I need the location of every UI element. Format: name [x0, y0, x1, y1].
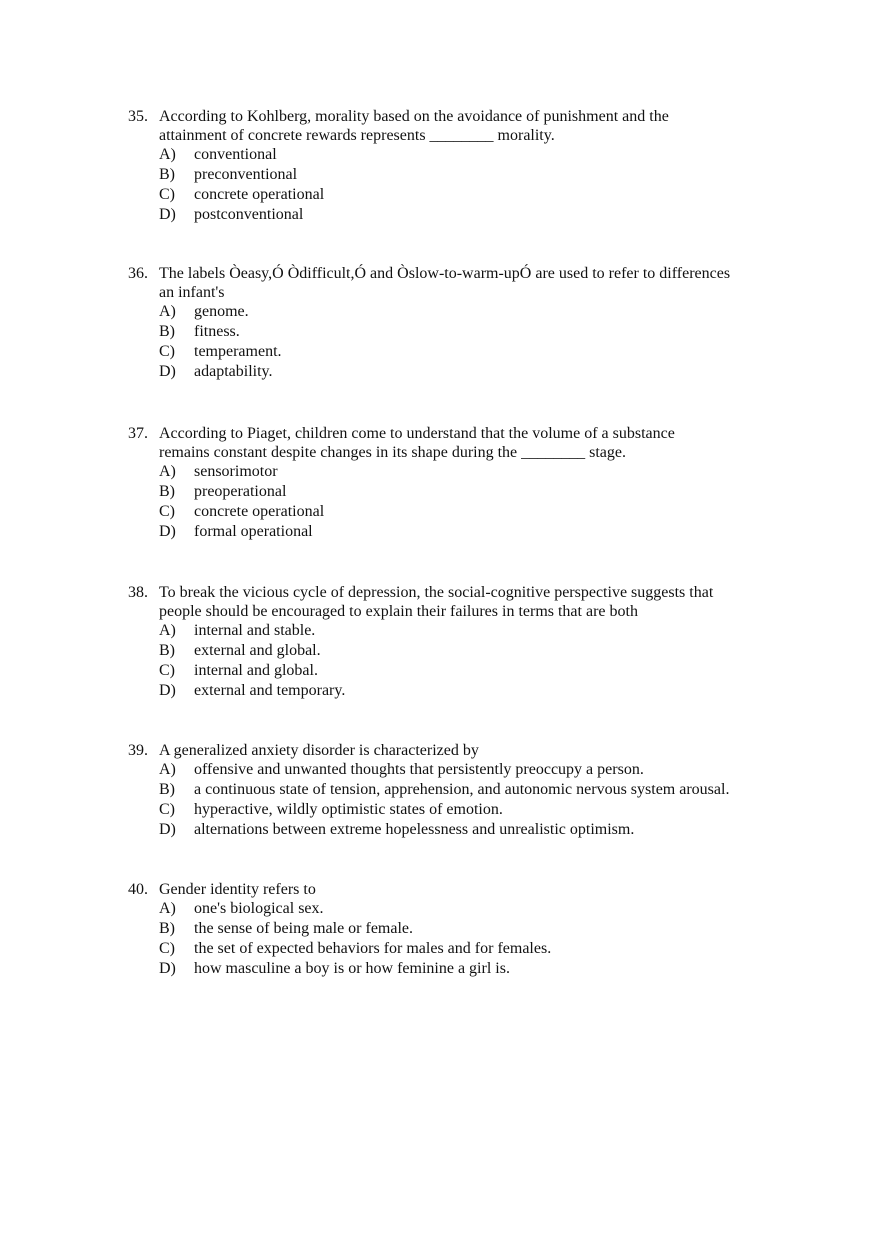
question-stem-text: According to Piaget, children come to understand that the volume of a substance [159, 425, 675, 442]
question-number: 40. [128, 881, 148, 898]
option-letter: C) [159, 186, 175, 203]
answer-option-a [128, 462, 828, 482]
option-text: hyperactive, wildly optimistic states of emotion. [194, 801, 503, 818]
answer-option-a [128, 760, 828, 780]
question-stem-line [128, 602, 828, 621]
answer-option-c [128, 800, 828, 820]
question-number: 36. [128, 265, 148, 282]
option-letter: A) [159, 900, 176, 917]
question-stem-line [128, 283, 828, 302]
option-letter: D) [159, 363, 176, 380]
answer-option-c [128, 185, 828, 205]
option-letter: C) [159, 662, 175, 679]
answer-option-d [128, 362, 828, 382]
answer-option-b [128, 322, 828, 342]
question-stem-text: According to Kohlberg, morality based on the avoidance of punishment and the [159, 108, 669, 125]
option-letter: B) [159, 781, 175, 798]
answer-option-c [128, 502, 828, 522]
option-text: a continuous state of tension, apprehension, and autonomic nervous system arousal. [194, 781, 730, 798]
option-letter: B) [159, 483, 175, 500]
question-39 [128, 741, 828, 840]
option-text: temperament. [194, 343, 282, 360]
question-stem-line [128, 107, 828, 126]
question-stem-line [128, 126, 828, 145]
option-text: the sense of being male or female. [194, 920, 414, 937]
question-number: 39. [128, 742, 148, 759]
option-letter: C) [159, 503, 175, 520]
option-text: preconventional [194, 166, 298, 183]
question-37 [128, 424, 828, 542]
answer-option-d [128, 205, 828, 225]
answer-option-b [128, 919, 828, 939]
option-letter: C) [159, 940, 175, 957]
answer-option-a [128, 621, 828, 641]
option-letter: D) [159, 821, 176, 838]
option-text: sensorimotor [194, 463, 278, 480]
question-stem-line [128, 264, 828, 283]
question-stem-text: Gender identity refers to [159, 881, 316, 898]
option-text: offensive and unwanted thoughts that persistently preoccupy a person. [194, 761, 644, 778]
answer-option-a [128, 302, 828, 322]
answer-option-b [128, 165, 828, 185]
option-letter: D) [159, 682, 176, 699]
option-text: the set of expected behaviors for males and for females. [194, 940, 552, 957]
option-text: internal and stable. [194, 622, 316, 639]
answer-option-d [128, 681, 828, 701]
question-40 [128, 880, 828, 979]
option-letter: D) [159, 523, 176, 540]
option-text: genome. [194, 303, 249, 320]
option-letter: A) [159, 146, 176, 163]
question-stem-text: The labels Òeasy,Ó Òdifficult,Ó and Òslow-to-warm-upÓ are used to refer to differences [159, 265, 731, 282]
option-text: conventional [194, 146, 277, 163]
option-letter: B) [159, 642, 175, 659]
option-letter: A) [159, 463, 176, 480]
question-stem-line [128, 443, 828, 462]
answer-option-b [128, 482, 828, 502]
option-text: one's biological sex. [194, 900, 324, 917]
option-text: external and temporary. [194, 682, 346, 699]
question-stem-text: A generalized anxiety disorder is characterized by [159, 742, 479, 759]
question-stem-text: attainment of concrete rewards represents ________ morality. [159, 127, 555, 144]
question-38 [128, 583, 828, 701]
option-text: postconventional [194, 206, 304, 223]
question-stem-text: To break the vicious cycle of depression, the social-cognitive perspective suggests that [159, 584, 714, 601]
question-stem-line [128, 583, 828, 602]
question-stem-line [128, 880, 828, 899]
answer-option-a [128, 899, 828, 919]
option-letter: C) [159, 343, 175, 360]
answer-option-d [128, 959, 828, 979]
option-text: alternations between extreme hopelessness and unrealistic optimism. [194, 821, 635, 838]
option-letter: B) [159, 166, 175, 183]
question-number: 37. [128, 425, 148, 442]
option-letter: A) [159, 622, 176, 639]
option-letter: A) [159, 761, 176, 778]
option-letter: C) [159, 801, 175, 818]
answer-option-b [128, 780, 828, 800]
answer-option-c [128, 342, 828, 362]
option-letter: B) [159, 323, 175, 340]
answer-option-a [128, 145, 828, 165]
option-text: adaptability. [194, 363, 273, 380]
answer-option-c [128, 939, 828, 959]
option-text: preoperational [194, 483, 287, 500]
option-letter: D) [159, 206, 176, 223]
question-stem-text: people should be encouraged to explain their failures in terms that are both [159, 603, 638, 620]
option-text: external and global. [194, 642, 321, 659]
option-text: fitness. [194, 323, 240, 340]
option-letter: D) [159, 960, 176, 977]
question-stem-line [128, 424, 828, 443]
question-number: 35. [128, 108, 148, 125]
option-text: concrete operational [194, 186, 325, 203]
question-35 [128, 107, 828, 225]
answer-option-d [128, 522, 828, 542]
option-text: formal operational [194, 523, 313, 540]
answer-option-c [128, 661, 828, 681]
question-number: 38. [128, 584, 148, 601]
answer-option-d [128, 820, 828, 840]
answer-option-b [128, 641, 828, 661]
question-stem-line [128, 741, 828, 760]
option-text: how masculine a boy is or how feminine a girl is. [194, 960, 510, 977]
option-text: concrete operational [194, 503, 325, 520]
question-36 [128, 264, 828, 382]
question-stem-text: remains constant despite changes in its shape during the ________ stage. [159, 444, 627, 461]
option-letter: B) [159, 920, 175, 937]
option-text: internal and global. [194, 662, 318, 679]
question-stem-text: an infant's [159, 284, 225, 301]
option-letter: A) [159, 303, 176, 320]
